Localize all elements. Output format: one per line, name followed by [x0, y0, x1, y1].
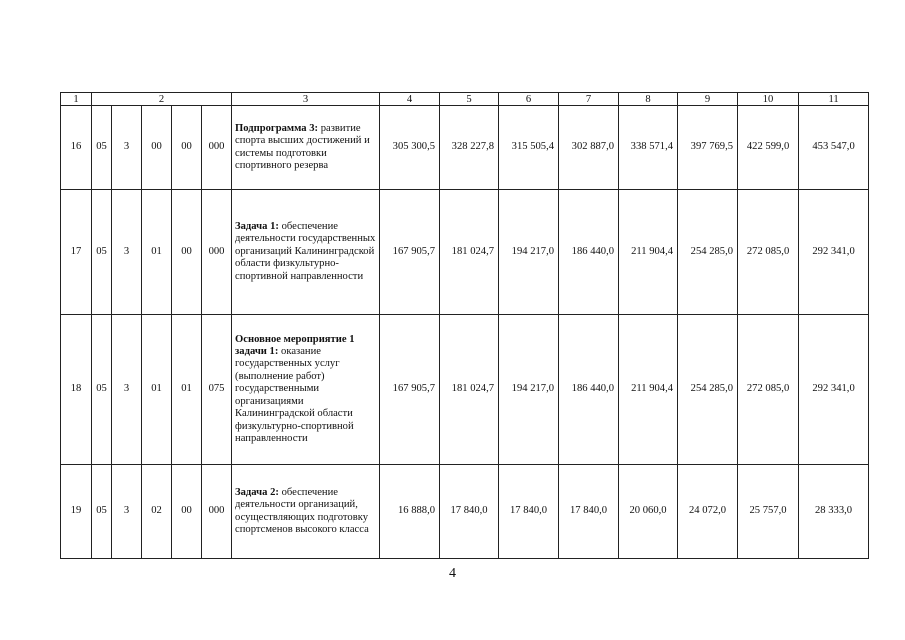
header-cell-6: 6 — [499, 93, 559, 106]
code-cell: 00 — [172, 190, 202, 315]
header-cell-10: 10 — [738, 93, 799, 106]
code-cell: 3 — [112, 190, 142, 315]
code-cell: 000 — [202, 465, 232, 559]
value-cell: 254 285,0 — [678, 315, 738, 465]
value-cell: 272 085,0 — [738, 190, 799, 315]
value-cell: 254 285,0 — [678, 190, 738, 315]
code-cell: 000 — [202, 190, 232, 315]
code-cell: 01 — [172, 315, 202, 465]
value-cell: 315 505,4 — [499, 106, 559, 190]
code-cell: 000 — [202, 106, 232, 190]
value-cell: 24 072,0 — [678, 465, 738, 559]
budget-table — [60, 92, 869, 559]
code-cell: 05 — [92, 106, 112, 190]
header-cell-3: 3 — [232, 93, 380, 106]
value-cell: 167 905,7 — [380, 190, 440, 315]
code-cell: 00 — [172, 465, 202, 559]
value-cell: 305 300,5 — [380, 106, 440, 190]
header-row — [61, 93, 869, 106]
code-cell: 3 — [112, 465, 142, 559]
description-text: развитие спорта высших достижений и системы подготовки спортивного резерва — [235, 122, 370, 171]
row-number: 19 — [61, 465, 92, 559]
value-cell: 25 757,0 — [738, 465, 799, 559]
header-cell-8: 8 — [619, 93, 678, 106]
value-cell: 397 769,5 — [678, 106, 738, 190]
value-cell: 28 333,0 — [799, 465, 869, 559]
value-cell: 194 217,0 — [499, 190, 559, 315]
header-cell-1: 1 — [61, 93, 92, 106]
value-cell: 453 547,0 — [799, 106, 869, 190]
code-cell: 00 — [142, 106, 172, 190]
code-cell: 05 — [92, 190, 112, 315]
value-cell: 186 440,0 — [559, 315, 619, 465]
row-number: 17 — [61, 190, 92, 315]
code-cell: 00 — [172, 106, 202, 190]
table-row — [61, 465, 869, 559]
header-cell-7: 7 — [559, 93, 619, 106]
table-row — [61, 190, 869, 315]
description-cell — [232, 465, 380, 559]
value-cell: 302 887,0 — [559, 106, 619, 190]
description-text: оказание государственных услуг (выполнение работ) государственными организациями Калининградской области физкультурно-спортивной направленности — [235, 346, 354, 444]
value-cell: 292 341,0 — [799, 190, 869, 315]
value-cell: 211 904,4 — [619, 190, 678, 315]
description-title: Подпрограмма 3: — [235, 122, 319, 134]
table-row — [61, 106, 869, 190]
description-text: обеспечение деятельности организаций, осуществляющих подготовку спортсменов высокого класса — [235, 486, 369, 535]
description-title: Основное мероприятие 1 задачи 1: — [235, 333, 355, 358]
value-cell: 181 024,7 — [440, 190, 499, 315]
description-cell — [232, 190, 380, 315]
value-cell: 17 840,0 — [499, 465, 559, 559]
value-cell: 211 904,4 — [619, 315, 678, 465]
code-cell: 3 — [112, 315, 142, 465]
header-cell-2: 2 — [92, 93, 232, 106]
code-cell: 05 — [92, 315, 112, 465]
header-cell-5: 5 — [440, 93, 499, 106]
value-cell: 16 888,0 — [380, 465, 440, 559]
value-cell: 20 060,0 — [619, 465, 678, 559]
value-cell: 17 840,0 — [440, 465, 499, 559]
value-cell: 338 571,4 — [619, 106, 678, 190]
code-cell: 01 — [142, 190, 172, 315]
header-cell-11: 11 — [799, 93, 869, 106]
page-number: 4 — [449, 566, 456, 581]
header-cell-9: 9 — [678, 93, 738, 106]
row-number: 16 — [61, 106, 92, 190]
description-text: обеспечение деятельности государственных организаций Калининградской области физкультурно-спортивной направленности — [235, 220, 376, 282]
code-cell: 01 — [142, 315, 172, 465]
table-row — [61, 315, 869, 465]
description-title: Задача 1: — [235, 220, 279, 232]
code-cell: 05 — [92, 465, 112, 559]
header-cell-4: 4 — [380, 93, 440, 106]
description-cell — [232, 315, 380, 465]
value-cell: 422 599,0 — [738, 106, 799, 190]
value-cell: 292 341,0 — [799, 315, 869, 465]
row-number: 18 — [61, 315, 92, 465]
value-cell: 194 217,0 — [499, 315, 559, 465]
code-cell: 02 — [142, 465, 172, 559]
description-cell — [232, 106, 380, 190]
description-title: Задача 2: — [235, 486, 279, 498]
code-cell: 075 — [202, 315, 232, 465]
value-cell: 181 024,7 — [440, 315, 499, 465]
value-cell: 328 227,8 — [440, 106, 499, 190]
value-cell: 272 085,0 — [738, 315, 799, 465]
value-cell: 167 905,7 — [380, 315, 440, 465]
value-cell: 186 440,0 — [559, 190, 619, 315]
code-cell: 3 — [112, 106, 142, 190]
value-cell: 17 840,0 — [559, 465, 619, 559]
